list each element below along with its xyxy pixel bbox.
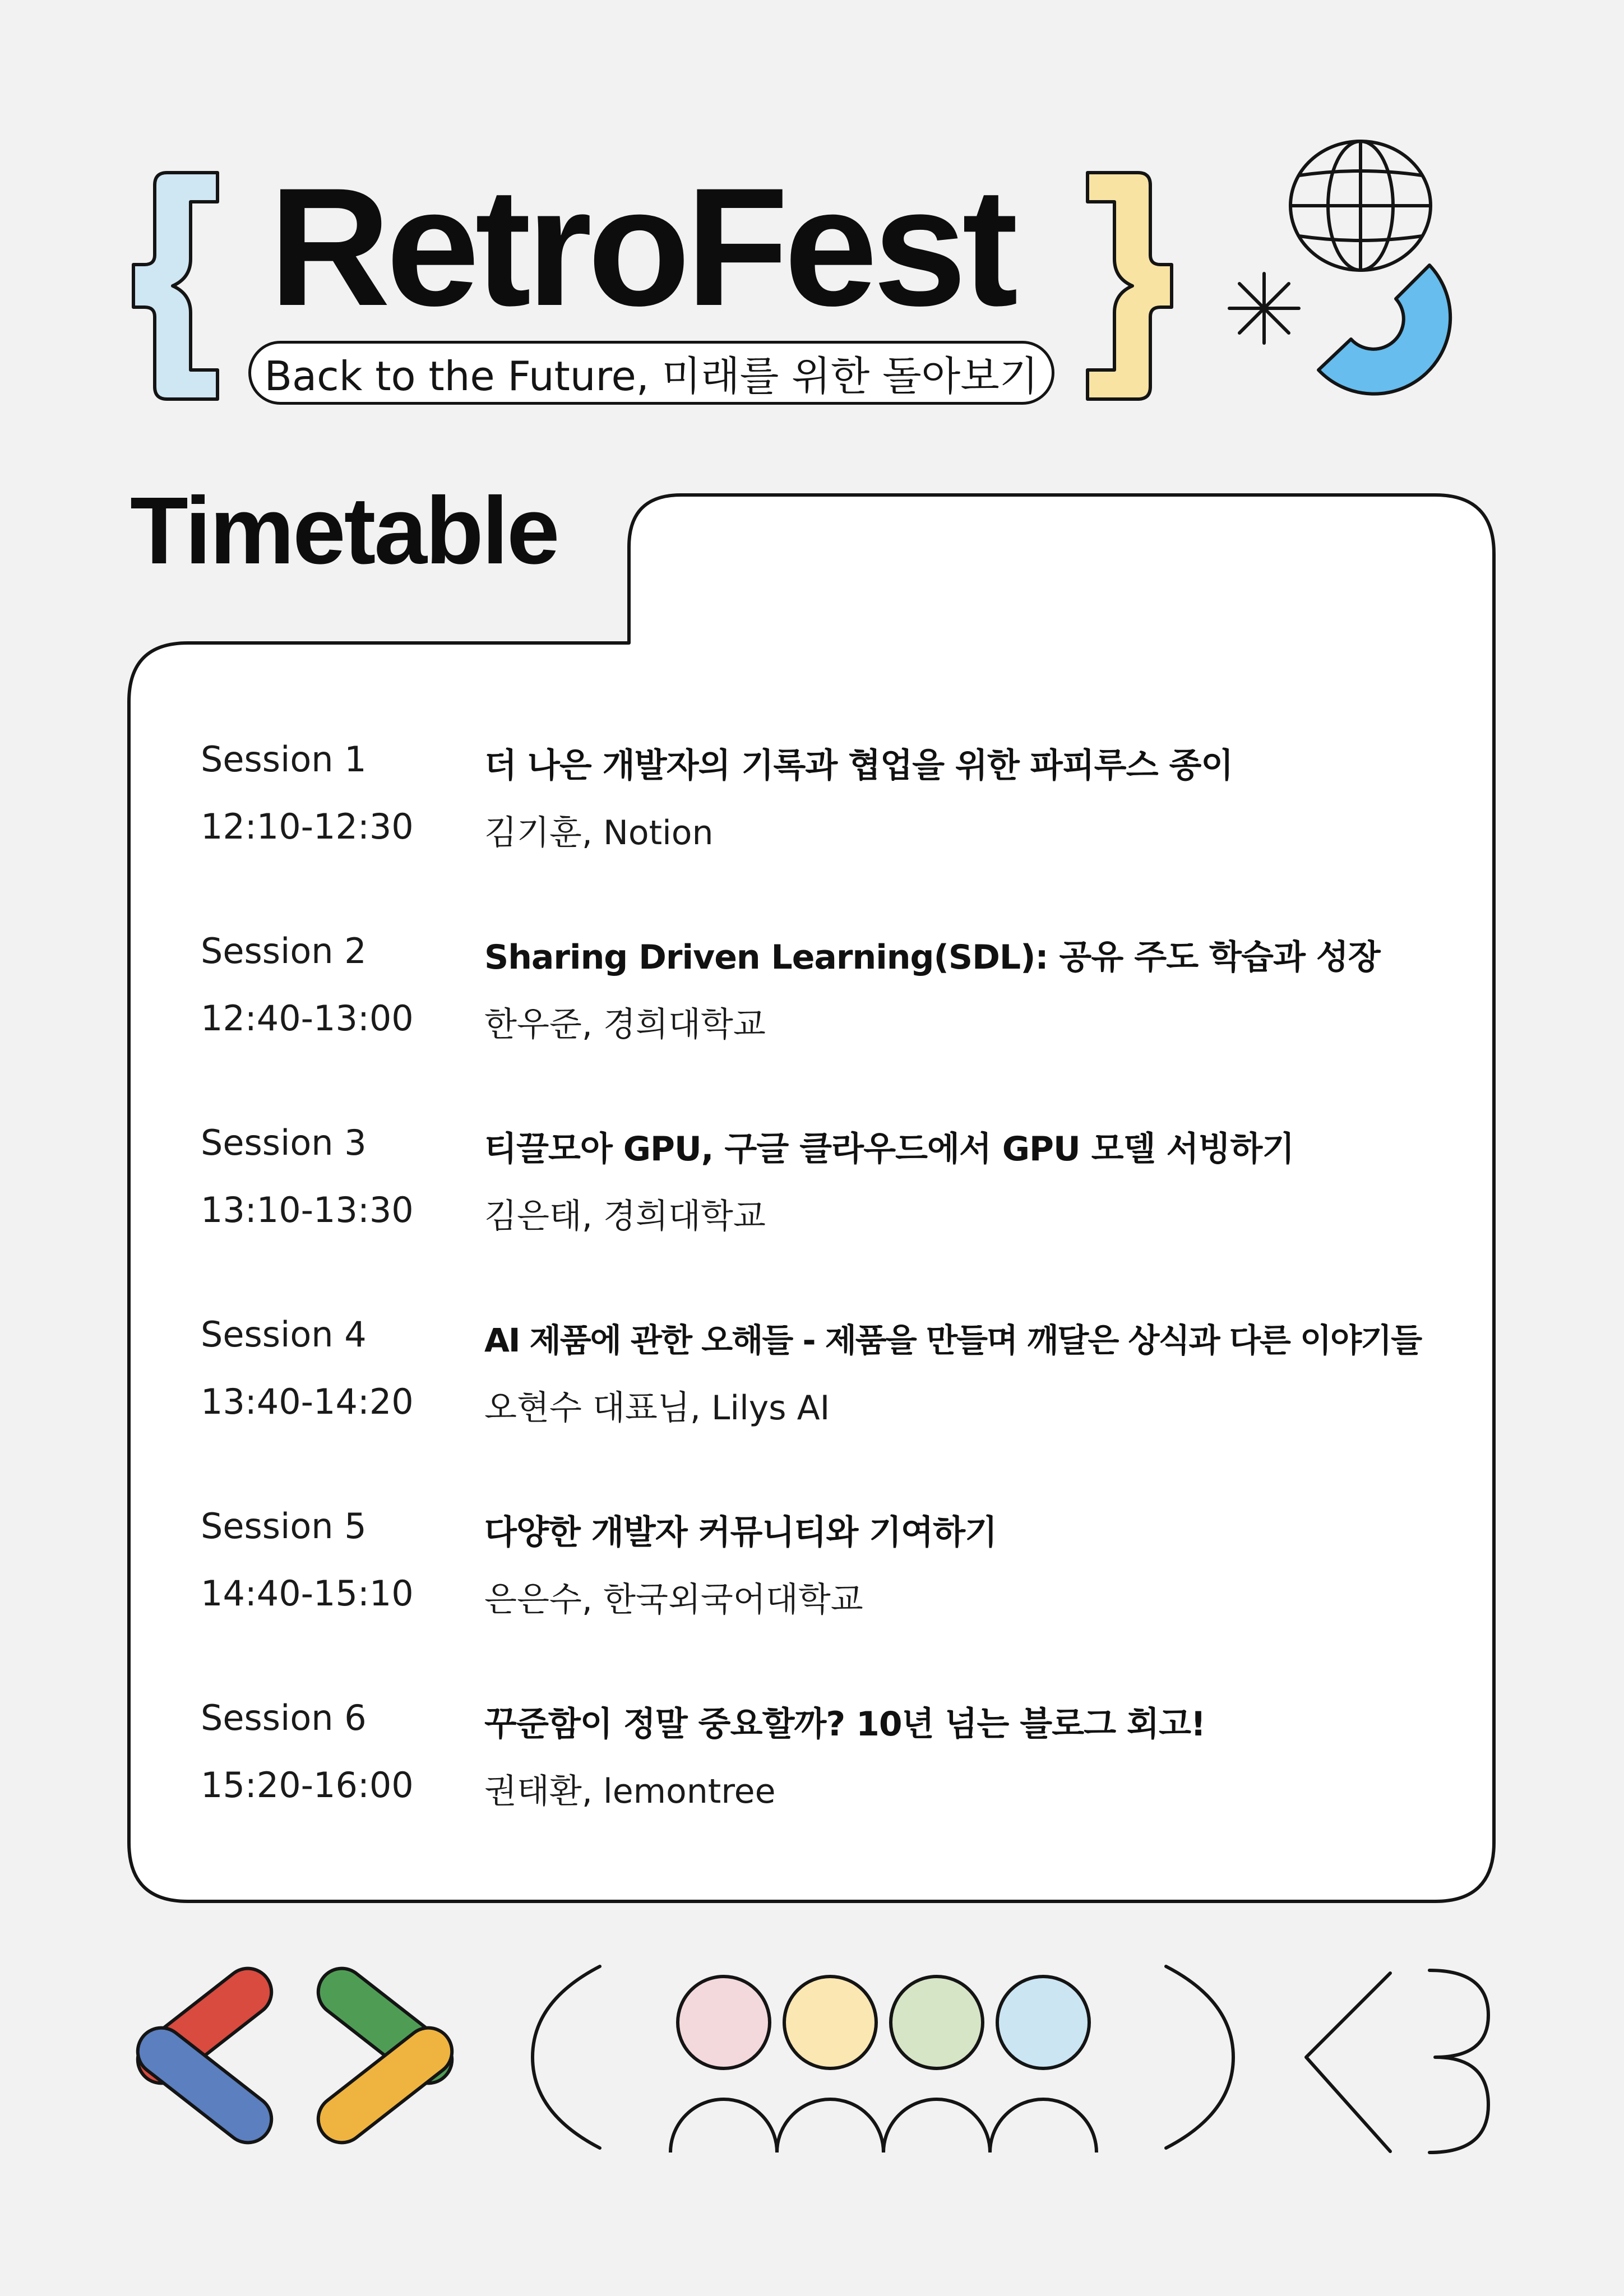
session-speaker: 김은태, 경희대학교	[484, 1197, 766, 1236]
session-title: 다양한 개발자 커뮤니티와 기여하기	[484, 1513, 997, 1552]
session-speaker: 오현수 대표님, Lilys AI	[484, 1388, 830, 1428]
session-time: 12:40-13:00	[201, 998, 414, 1039]
event-subtitle: Back to the Future, 미래를 위한 돌아보기	[264, 353, 1039, 400]
timetable-heading: Timetable	[130, 478, 558, 584]
session-speaker: 은은수, 한국외국어대학교	[484, 1580, 863, 1619]
session-label: Session 2	[201, 931, 367, 971]
session-title: 더 나은 개발자의 기록과 협업을 위한 파피루스 종이	[484, 746, 1233, 785]
session-item	[201, 1118, 1479, 1309]
session-item	[201, 926, 1479, 1118]
gdg-logo-icon	[126, 1962, 474, 2164]
event-title: RetroFest	[269, 152, 1014, 341]
session-time: 14:40-15:10	[201, 1573, 414, 1614]
session-title: 꾸준함이 정말 중요할까? 10년 넘는 블로그 회고!	[484, 1705, 1206, 1744]
session-title: Sharing Driven Learning(SDL): 공유 주도 학습과 성장	[484, 938, 1380, 977]
session-label: Session 6	[201, 1697, 367, 1738]
session-speaker: 권태환, lemontree	[484, 1772, 776, 1811]
session-time: 12:10-12:30	[201, 806, 414, 847]
session-speaker: 한우준, 경희대학교	[484, 1005, 766, 1044]
session-list	[201, 734, 1479, 1885]
session-speaker: 김기훈, Notion	[484, 813, 714, 853]
people-circles-icon	[521, 1956, 1244, 2158]
session-item	[201, 1309, 1479, 1501]
less-than-three-icon	[1295, 1962, 1502, 2164]
session-title: 티끌모아 GPU, 구글 클라우드에서 GPU 모델 서빙하기	[484, 1130, 1294, 1169]
session-title: AI 제품에 관한 오해들 - 제품을 만들며 깨달은 상식과 다른 이야기들	[484, 1321, 1422, 1359]
session-time: 15:20-16:00	[201, 1765, 414, 1806]
session-label: Session 5	[201, 1506, 367, 1547]
session-label: Session 3	[201, 1122, 367, 1163]
session-label: Session 4	[201, 1314, 367, 1355]
session-time: 13:10-13:30	[201, 1189, 414, 1230]
session-item	[201, 1693, 1479, 1885]
session-label: Session 1	[201, 739, 367, 780]
session-time: 13:40-14:20	[201, 1381, 414, 1422]
session-item	[201, 1501, 1479, 1693]
session-item	[201, 734, 1479, 926]
